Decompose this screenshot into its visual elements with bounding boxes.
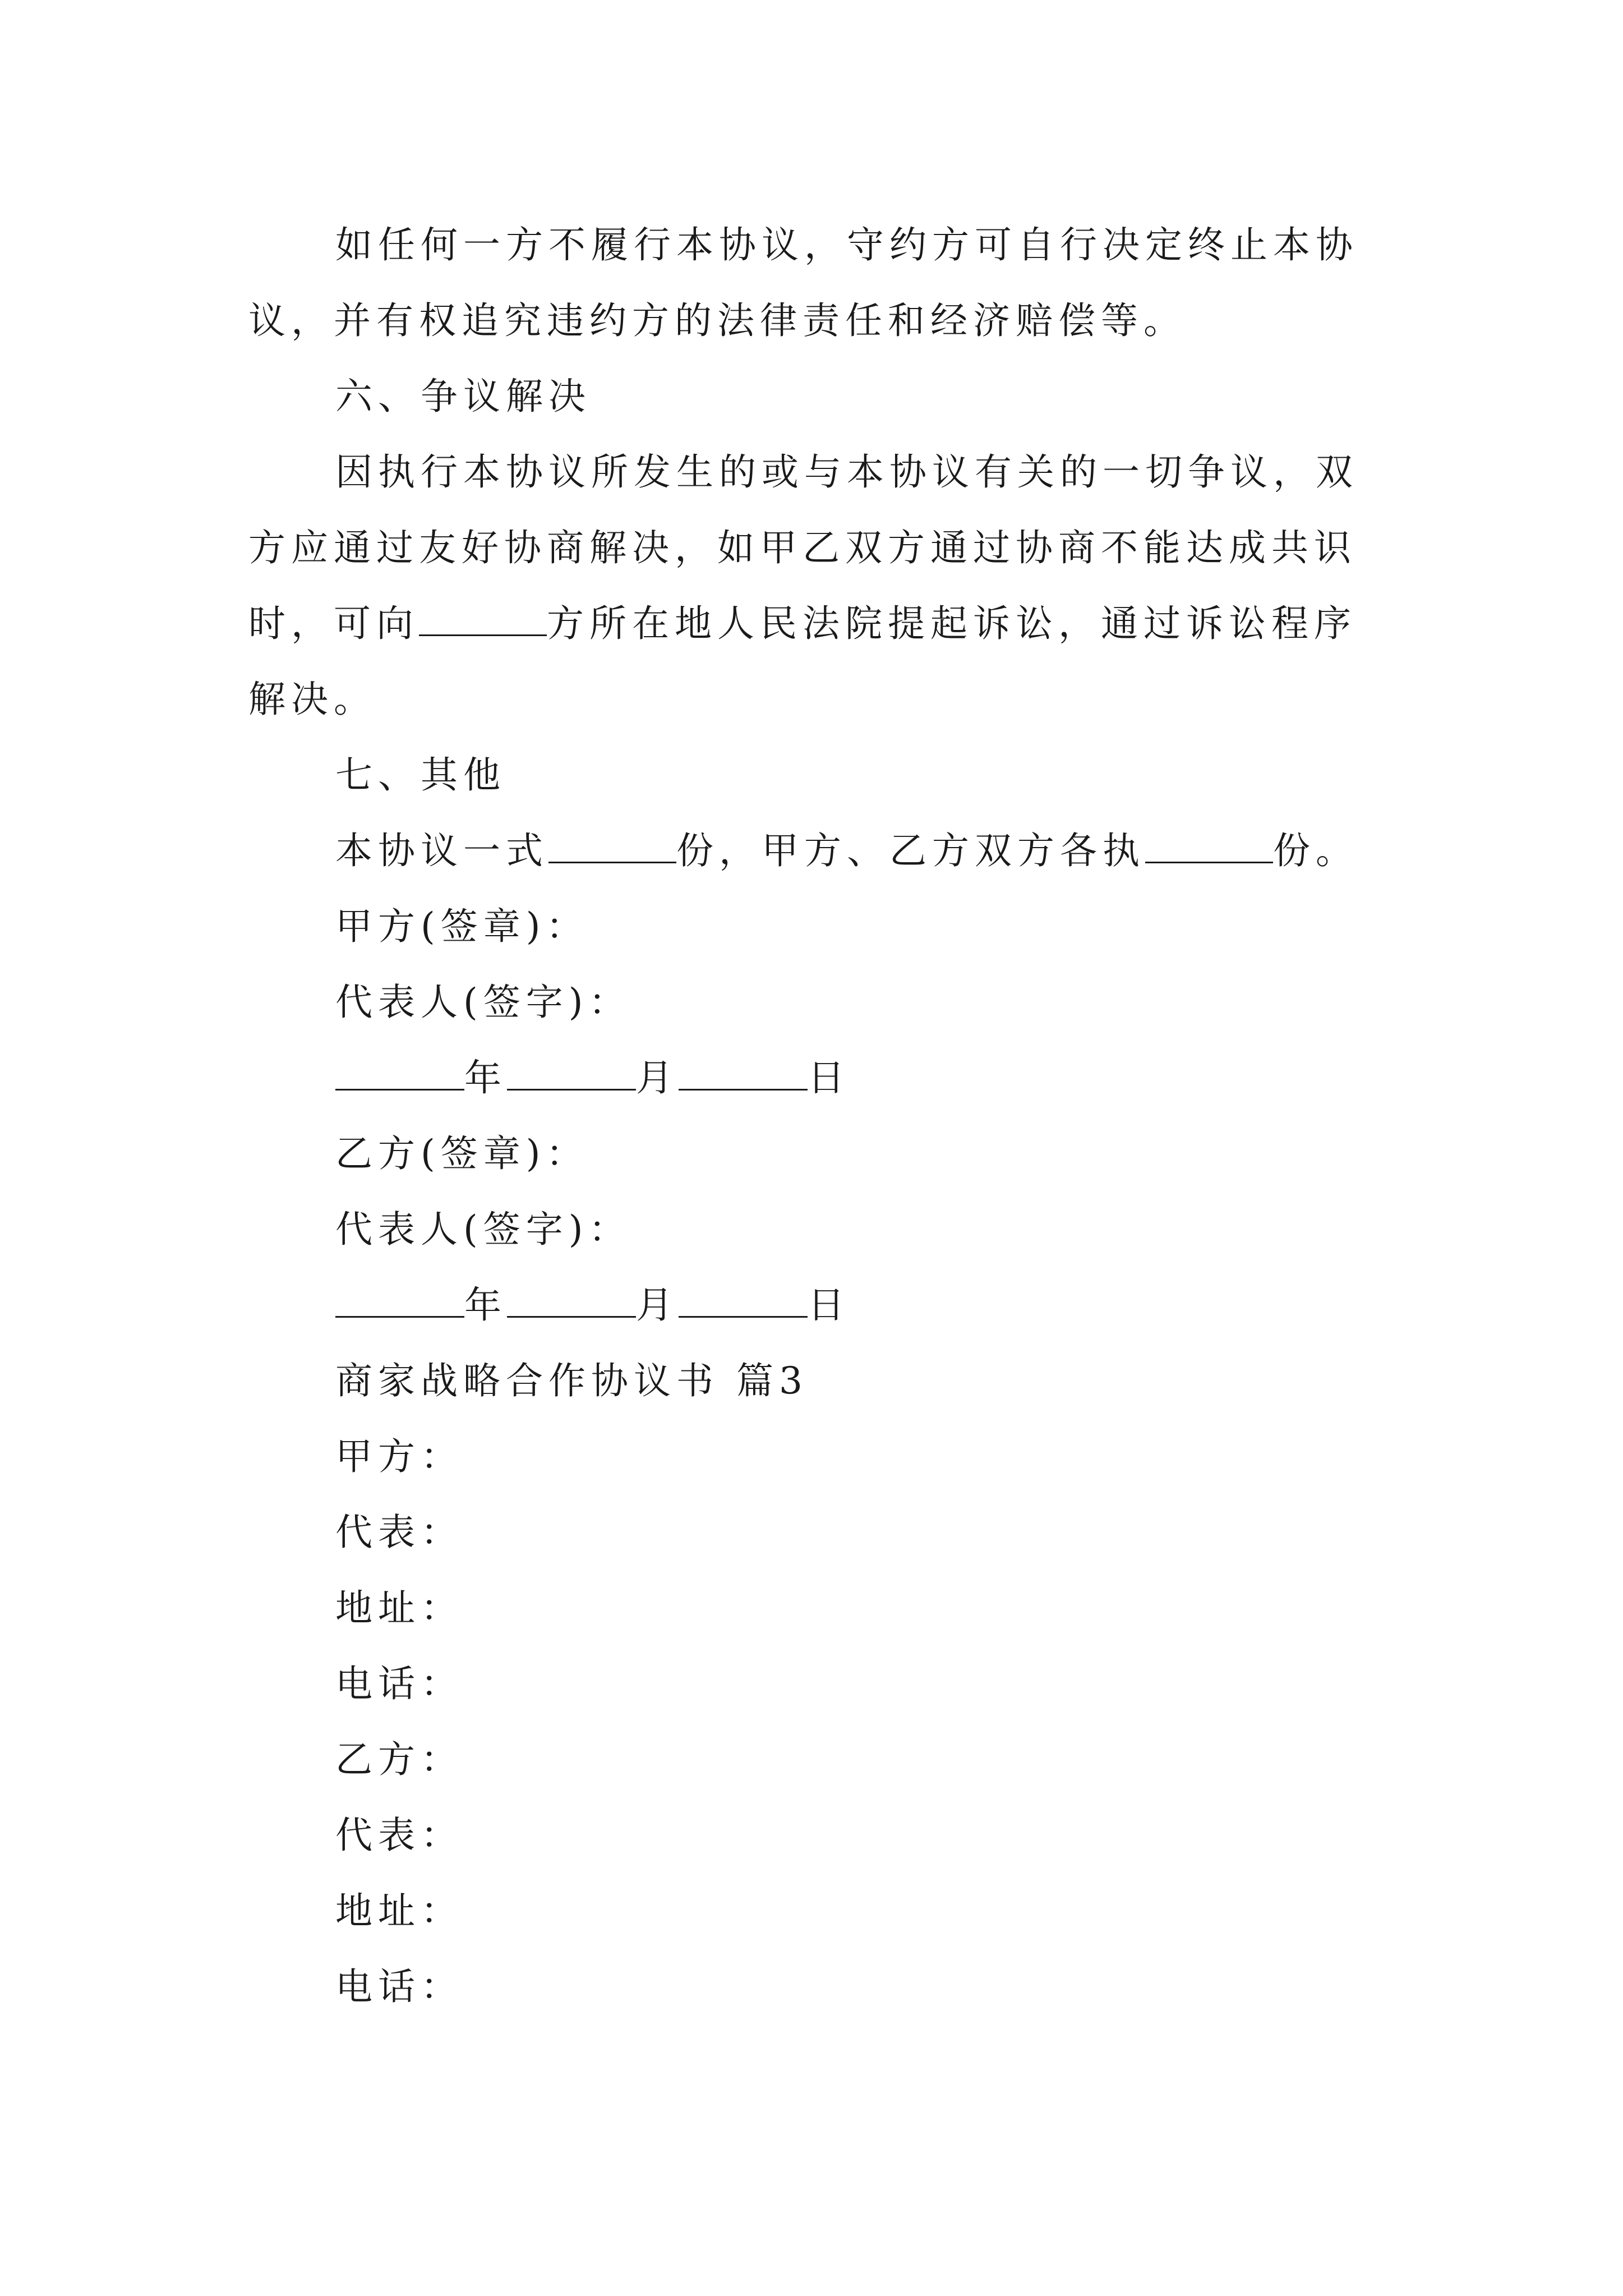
copies-total-blank: [548, 827, 676, 863]
party-a-address-label: 地址：: [335, 1586, 463, 1630]
party-b-seal-label: 乙方(签章)：: [335, 1132, 589, 1175]
sec6-line-3-prefix: 时，可向: [248, 602, 419, 645]
party-a-day-blank: [679, 1054, 808, 1091]
party-a-rep-sign-label: 代表人(签字)：: [335, 981, 631, 1024]
party-b-day-blank: [679, 1281, 808, 1318]
sec6-line-3-suffix: 方所在地人民法院提起诉讼，通过诉讼程序: [547, 602, 1357, 645]
next-agreement-title: 商家战略合作协议书 篇3: [335, 1359, 808, 1402]
sec6-heading: 六、争议解决: [335, 375, 591, 418]
copies-suffix: 份。: [1273, 829, 1358, 872]
party-a-phone-label: 电话：: [335, 1662, 463, 1705]
party-b-label: 乙方：: [335, 1738, 463, 1781]
day-label: 日: [808, 1056, 850, 1099]
day-label: 日: [808, 1283, 850, 1327]
copies-line: [335, 826, 1358, 876]
copies-middle: 份，甲方、乙方双方各执: [676, 829, 1145, 872]
party-b-rep-sign-label: 代表人(签字)：: [335, 1208, 631, 1251]
party-b-month-blank: [507, 1281, 636, 1318]
sec6-line-1: 因执行本协议所发生的或与本协议有关的一切争议，双: [335, 450, 1358, 494]
party-b-year-blank: [335, 1281, 464, 1318]
year-label: 年: [464, 1056, 507, 1099]
party-a-rep-label: 代表：: [335, 1511, 463, 1554]
month-label: 月: [636, 1283, 679, 1327]
sec7-heading: 七、其他: [335, 753, 506, 797]
sec6-line-4: 解决。: [248, 678, 376, 721]
party-a-seal-label: 甲方(签章)：: [335, 905, 589, 948]
sec6-line-2: 方应通过友好协商解决，如甲乙双方通过协商不能达成共识: [248, 526, 1357, 569]
copies-each-blank: [1145, 827, 1273, 863]
party-b-date-line: [335, 1280, 850, 1331]
party-a-year-blank: [335, 1054, 464, 1091]
month-label: 月: [636, 1056, 679, 1099]
party-b-address-label: 地址：: [335, 1889, 463, 1932]
party-a-month-blank: [507, 1054, 636, 1091]
sec6-line-3: [248, 599, 1357, 649]
party-a-label: 甲方：: [335, 1435, 463, 1478]
copies-prefix: 本协议一式: [335, 829, 548, 872]
party-b-rep-label: 代表：: [335, 1814, 463, 1857]
year-label: 年: [464, 1283, 507, 1327]
party-b-phone-label: 电话：: [335, 1965, 463, 2008]
court-party-blank: [419, 600, 547, 636]
sec5-clause-line-1: 如任何一方不履行本协议，守约方可自行决定终止本协: [335, 223, 1358, 266]
party-a-date-line: [335, 1053, 850, 1103]
sec5-clause-line-2: 议，并有权追究违约方的法律责任和经济赔偿等。: [248, 299, 1186, 342]
